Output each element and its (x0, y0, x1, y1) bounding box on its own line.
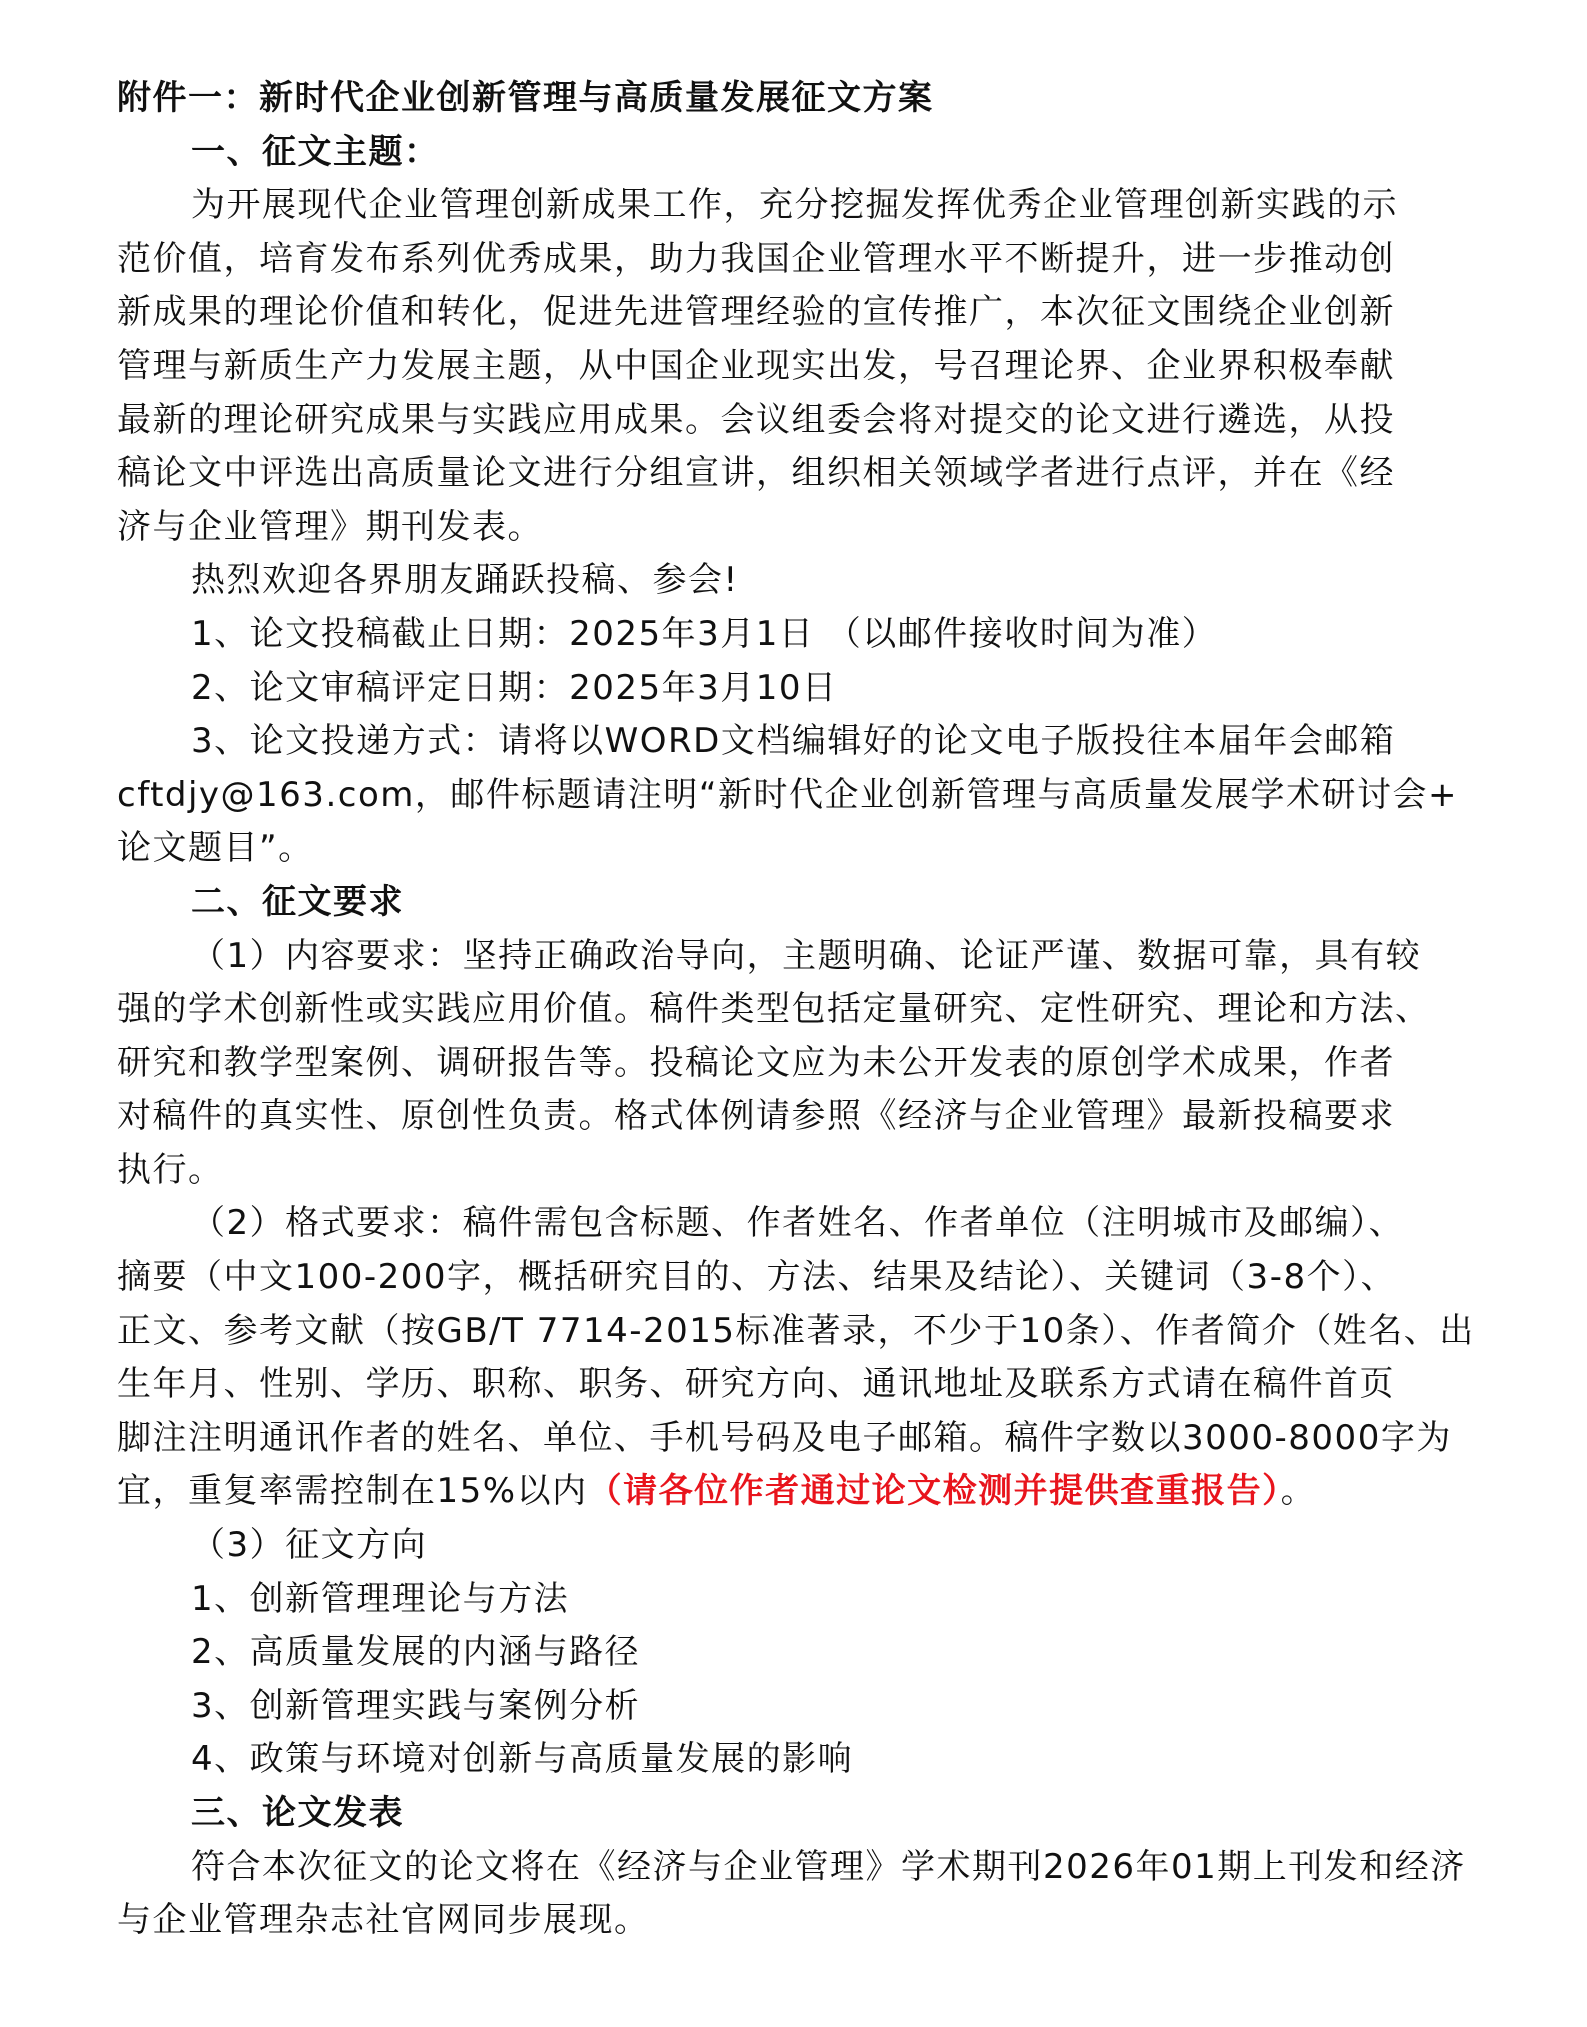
section-1-paragraph-line: 济与企业管理》期刊发表。 (117, 506, 543, 547)
content-requirement-line: 执行。 (117, 1149, 224, 1190)
content-requirement-line: 对稿件的真实性、原创性负责。格式体例请参照《经济与企业管理》最新投稿要求 (117, 1096, 1395, 1137)
direction-item: 4、政策与环境对创新与高质量发展的影响 (191, 1739, 854, 1780)
welcome-text: 热烈欢迎各界朋友踊跃投稿、参会! (191, 560, 739, 601)
direction-heading: （3）征文方向 (191, 1525, 428, 1566)
publication-line: 与企业管理杂志社官网同步展现。 (117, 1900, 650, 1941)
section-1-paragraph-line: 稿论文中评选出高质量论文进行分组宣讲，组织相关领域学者进行点评，并在《经 (117, 453, 1395, 494)
section-3-heading: 三、论文发表 (191, 1793, 404, 1833)
format-requirement-last-line (117, 1465, 1477, 1519)
deadline-item: 1、论文投稿截止日期：2025年3月1日 （以邮件接收时间为准） (191, 613, 1218, 654)
format-requirement-line: 正文、参考文献（按GB/T 7714-2015标准著录，不少于10条）、作者简介（姓名、出 (117, 1310, 1475, 1351)
section-1-paragraph-line: 最新的理论研究成果与实践应用成果。会议组委会将对提交的论文进行遴选，从投 (117, 399, 1395, 440)
review-date-item: 2、论文审稿评定日期：2025年3月10日 (191, 667, 838, 708)
content-requirement-line: 研究和教学型案例、调研报告等。投稿论文应为未公开发表的原创学术成果，作者 (117, 1042, 1395, 1083)
plagiarism-check-notice: （请各位作者通过论文检测并提供查重报告） (587, 1471, 1281, 1512)
section-1-paragraph-line: 范价值，培育发布系列优秀成果，助力我国企业管理水平不断提升，进一步推动创 (117, 238, 1395, 279)
submission-method-line: 3、论文投递方式：请将以WORD文档编辑好的论文电子版投往本届年会邮箱 (191, 721, 1396, 762)
format-requirement-line: 摘要（中文100-200字，概括研究目的、方法、结果及结论）、关键词（3-8个）、 (117, 1257, 1397, 1298)
content-requirement-line: 强的学术创新性或实践应用价值。稿件类型包括定量研究、定性研究、理论和方法、 (117, 989, 1431, 1030)
section-1-paragraph-line: 为开展现代企业管理创新成果工作，充分挖掘发挥优秀企业管理创新实践的示 (191, 185, 1398, 226)
publication-line: 符合本次征文的论文将在《经济与企业管理》学术期刊2026年01期上刊发和经济 (191, 1846, 1466, 1887)
format-requirement-line: 脚注注明通讯作者的姓名、单位、手机号码及电子邮箱。稿件字数以3000-8000字为 (117, 1417, 1452, 1458)
format-requirement-line: （2）格式要求：稿件需包含标题、作者姓名、作者单位（注明城市及邮编）、 (191, 1203, 1405, 1244)
format-requirement-line: 生年月、性别、学历、职称、职务、研究方向、通讯地址及联系方式请在稿件首页 (117, 1364, 1395, 1405)
section-1-paragraph-line: 新成果的理论价值和转化，促进先进管理经验的宣传推广，本次征文围绕企业创新 (117, 292, 1395, 333)
direction-item: 2、高质量发展的内涵与路径 (191, 1632, 641, 1673)
section-2-heading: 二、征文要求 (191, 881, 404, 922)
submission-method-line: cftdjy@163.com，邮件标题请注明“新时代企业创新管理与高质量发展学术研讨会+ (117, 774, 1458, 815)
section-1-heading: 一、征文主题： (191, 131, 440, 172)
direction-item: 3、创新管理实践与案例分析 (191, 1685, 641, 1726)
submission-method-line: 论文题目”。 (117, 828, 314, 869)
content-requirement-line: （1）内容要求：坚持正确政治导向，主题明确、论证严谨、数据可靠，具有较 (191, 935, 1422, 976)
sentence-end-mark: 。 (1280, 1471, 1317, 1512)
document-page (117, 72, 1477, 1948)
direction-item: 1、创新管理理论与方法 (191, 1578, 570, 1619)
document-title: 附件一：新时代企业创新管理与高质量发展征文方案 (117, 78, 934, 118)
section-1-paragraph-line: 管理与新质生产力发展主题，从中国企业现实出发，号召理论界、企业界积极奉献 (117, 345, 1395, 386)
duplicate-rate-text: 宜，重复率需控制在15%以内 (117, 1471, 588, 1512)
